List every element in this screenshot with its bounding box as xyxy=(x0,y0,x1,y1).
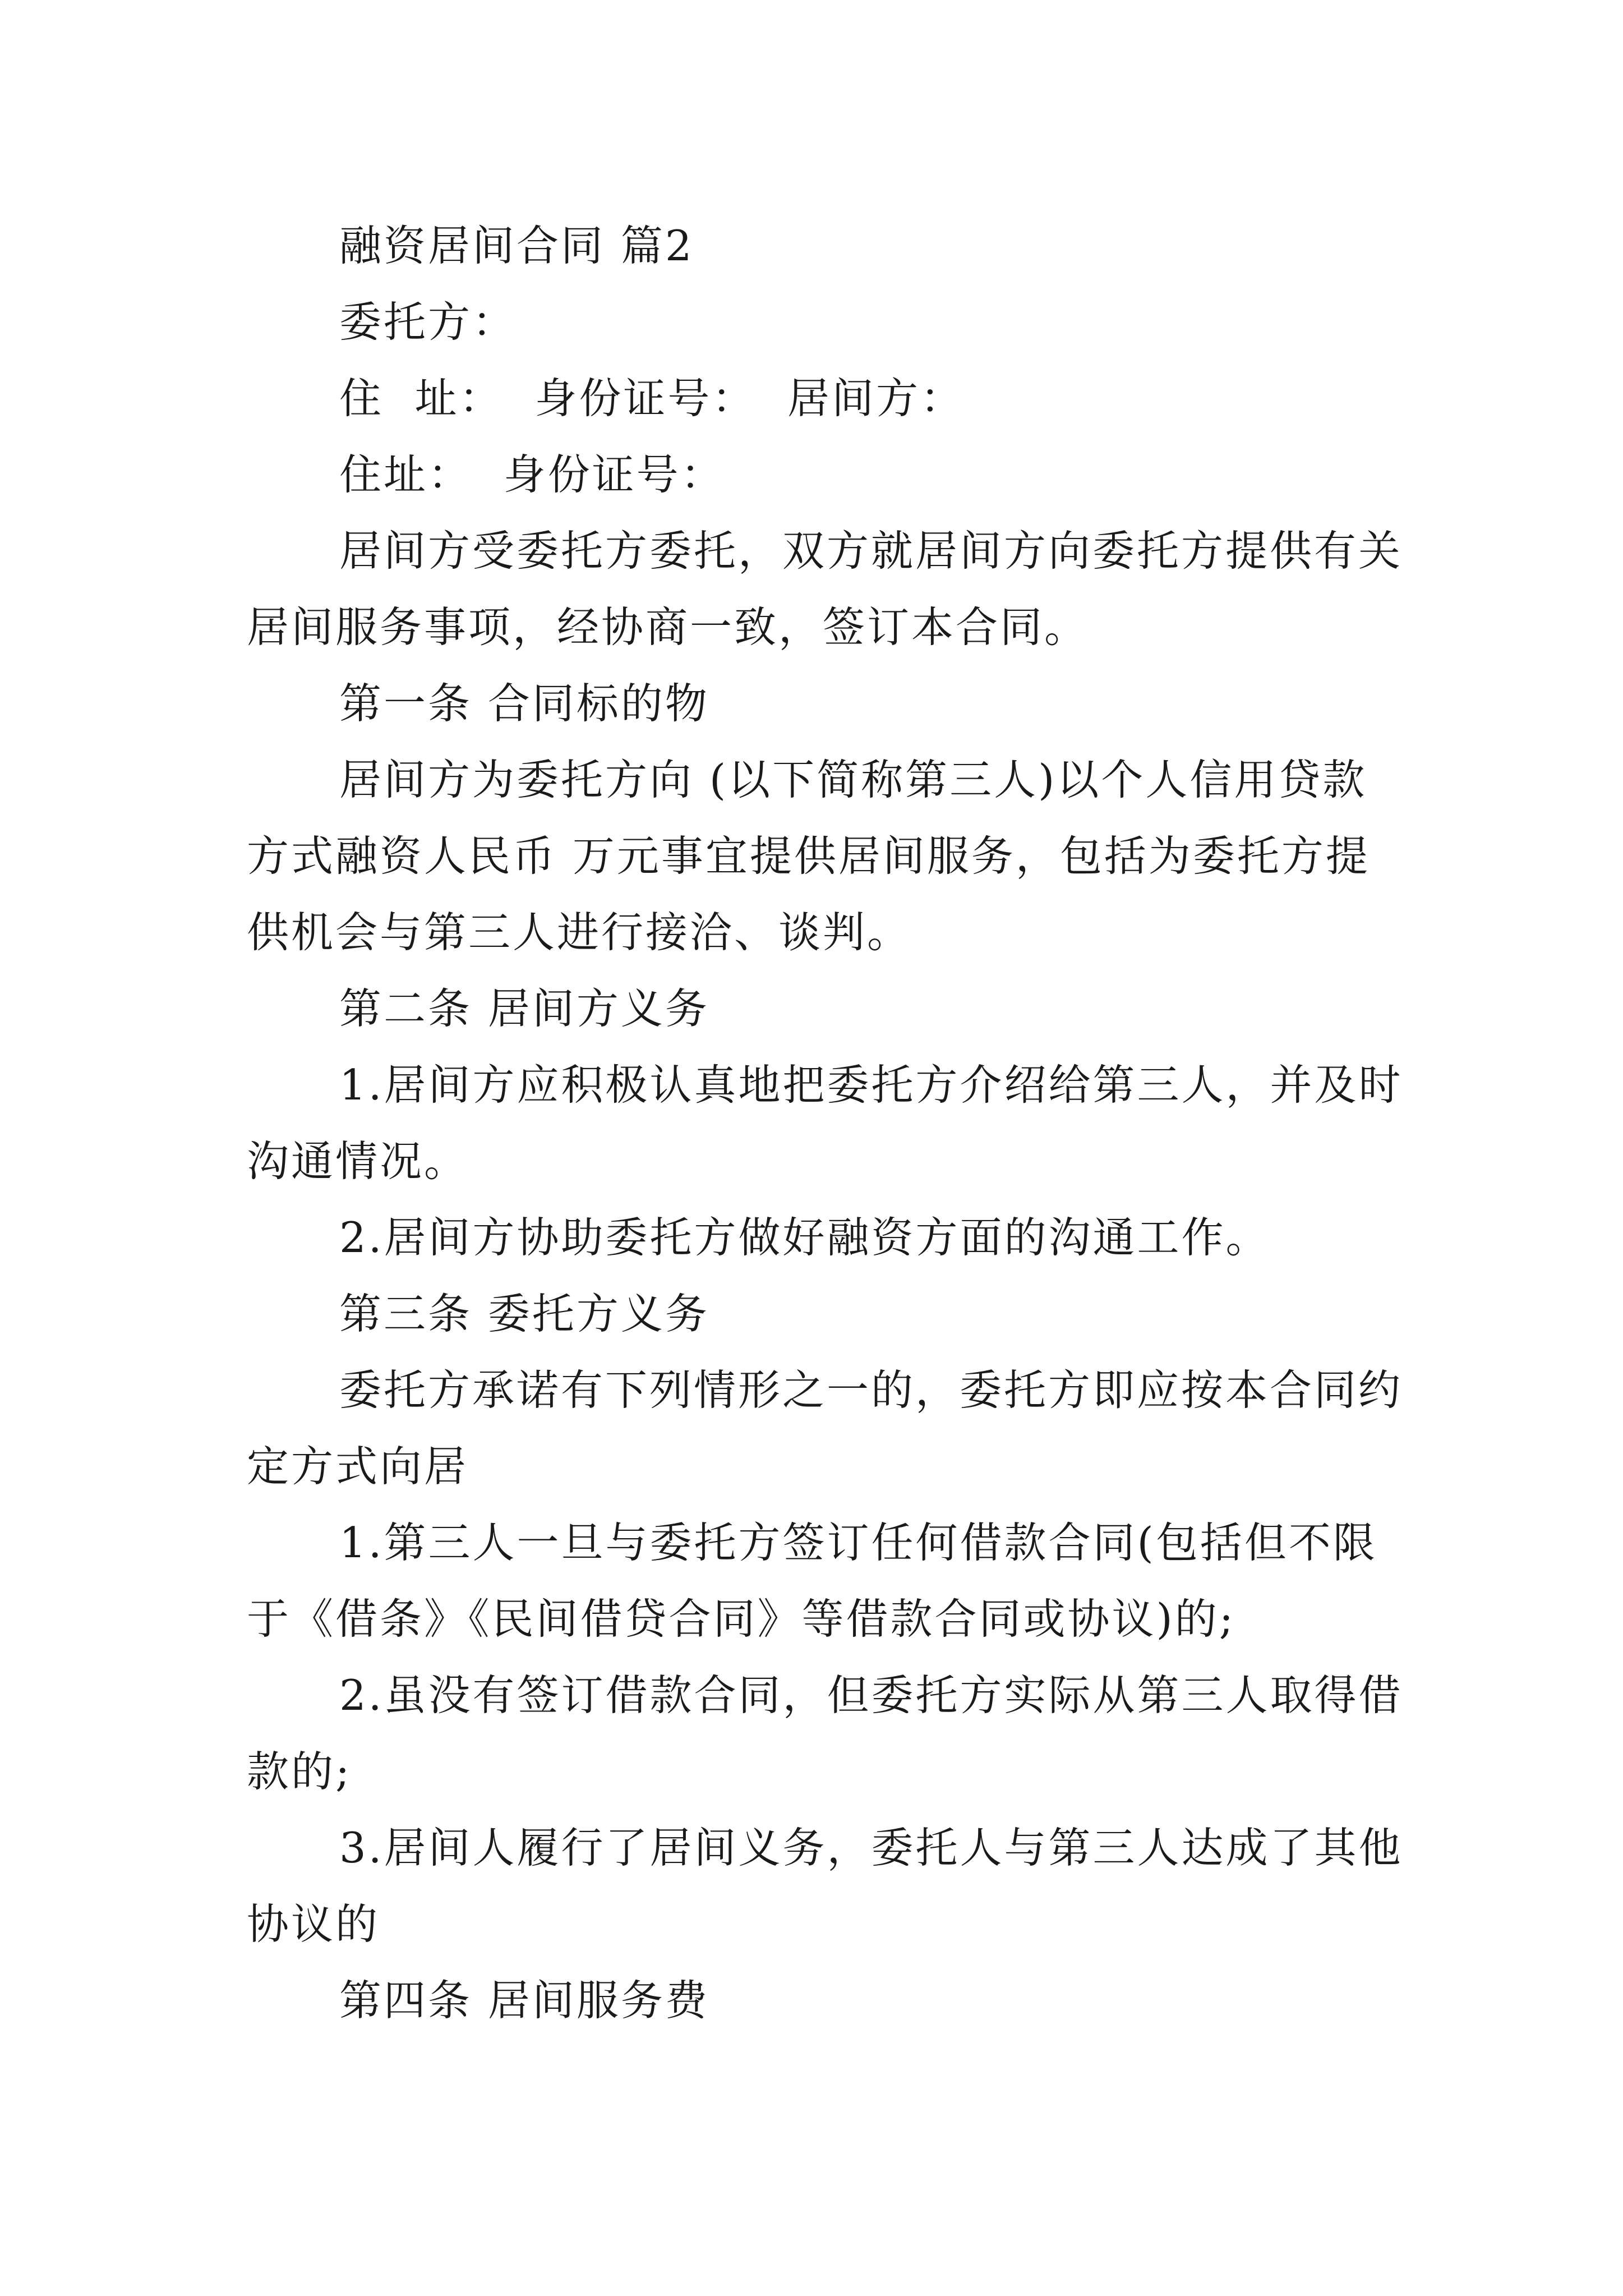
preamble-line: 居间方受委托方委托，双方就居间方向委托方提供有关 xyxy=(339,526,1403,576)
article-heading: 第四条 居间服务费 xyxy=(339,1976,709,2025)
paragraph-line: 2.居间方协助委托方做好融资方面的沟通工作。 xyxy=(339,1213,1270,1262)
paragraph-line: 1.居间方应积极认真地把委托方介绍给第三人，并及时 xyxy=(339,1060,1403,1110)
paragraph-line: 居间方为委托方向 (以下简称第三人)以个人信用贷款 xyxy=(339,755,1367,804)
article-heading: 第二条 居间方义务 xyxy=(339,984,709,1033)
article-heading: 第一条 合同标的物 xyxy=(339,679,709,728)
paragraph-line: 2.虽没有签订借款合同，但委托方实际从第三人取得借 xyxy=(339,1671,1403,1720)
paragraph-line: 委托方承诺有下列情形之一的，委托方即应按本合同约 xyxy=(339,1365,1403,1415)
article-heading: 第三条 委托方义务 xyxy=(339,1289,709,1338)
address-id-line: 住址： 身份证号： xyxy=(339,450,725,499)
paragraph-line: 供机会与第三人进行接洽、谈判。 xyxy=(247,908,912,957)
paragraph-line: 款的; xyxy=(247,1747,352,1796)
paragraph-line: 沟通情况。 xyxy=(247,1137,469,1186)
principal-label: 委托方： xyxy=(339,297,517,347)
preamble-line: 居间服务事项，经协商一致，签订本合同。 xyxy=(247,602,1089,652)
paragraph-line: 于《借条》《民间借贷合同》等借款合同或协议)的; xyxy=(247,1594,1236,1644)
address-id-line: 住 址： 身份证号： 居间方： xyxy=(339,374,965,423)
paragraph-line: 3.居间人履行了居间义务，委托人与第三人达成了其他 xyxy=(339,1823,1403,1872)
paragraph-line: 协议的 xyxy=(247,1899,380,1949)
document-body xyxy=(247,208,1403,2039)
section-title: 融资居间合同 篇2 xyxy=(339,221,694,270)
paragraph-line: 方式融资人民币 万元事宜提供居间服务，包括为委托方提 xyxy=(247,831,1370,881)
paragraph-line: 1.第三人一旦与委托方签订任何借款合同(包括但不限 xyxy=(339,1518,1377,1567)
paragraph-line: 定方式向居 xyxy=(247,1442,469,1491)
